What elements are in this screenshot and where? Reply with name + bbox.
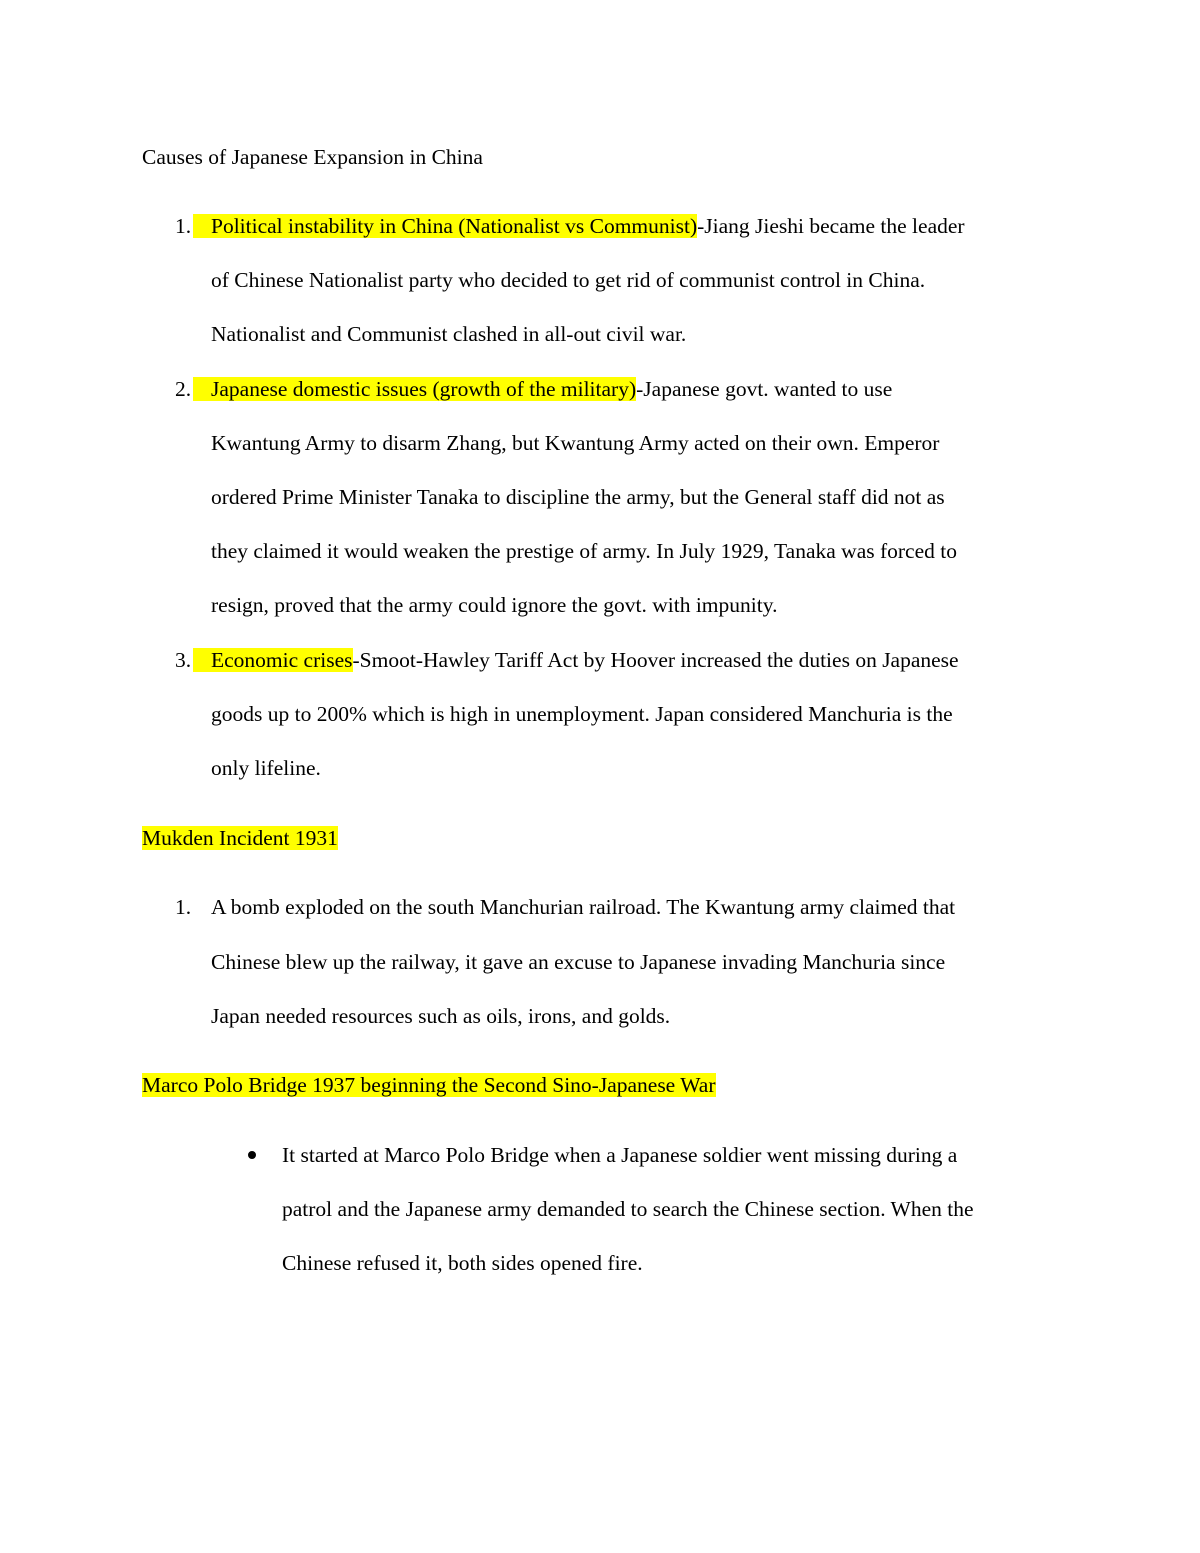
section-heading-mukden bbox=[142, 825, 338, 851]
bullet-item-line: It started at Marco Polo Bridge when a Japanese soldier went missing during a bbox=[282, 1143, 958, 1167]
list-item-text: -Japanese govt. wanted to use bbox=[636, 377, 893, 401]
list-item-line: only lifeline. bbox=[211, 756, 321, 780]
document-title: Causes of Japanese Expansion in China bbox=[142, 145, 483, 169]
list-item-line: goods up to 200% which is high in unemployment. Japan considered Manchuria is the bbox=[211, 702, 953, 726]
list-item-line: of Chinese Nationalist party who decided to get rid of communist control in China. bbox=[211, 268, 926, 292]
list-item-line: A bomb exploded on the south Manchurian railroad. The Kwantung army claimed that bbox=[211, 895, 956, 919]
highlighted-heading: Japanese domestic issues (growth of the military) bbox=[193, 377, 636, 401]
list-item-first-line bbox=[193, 647, 959, 673]
highlighted-heading: Economic crises bbox=[193, 648, 353, 672]
bullet-item-line: patrol and the Japanese army demanded to search the Chinese section. When the bbox=[282, 1197, 974, 1221]
list-item-first-line bbox=[193, 213, 965, 239]
list-item-line: resign, proved that the army could ignore the govt. with impunity. bbox=[211, 593, 778, 617]
list-item-text: -Jiang Jieshi became the leader bbox=[697, 214, 965, 238]
section-heading-marco-polo bbox=[142, 1072, 716, 1098]
bullet-item-line: Chinese refused it, both sides opened fire. bbox=[282, 1251, 643, 1275]
list-item-line: ordered Prime Minister Tanaka to discipline the army, but the General staff did not as bbox=[211, 485, 945, 509]
bullet-icon bbox=[248, 1151, 256, 1159]
list-item-line: Kwantung Army to disarm Zhang, but Kwantung Army acted on their own. Emperor bbox=[211, 431, 940, 455]
list-number: 1. bbox=[175, 214, 192, 238]
list-number: 2. bbox=[175, 377, 192, 401]
list-number: 1. bbox=[175, 895, 192, 919]
list-number: 3. bbox=[175, 648, 192, 672]
list-item-line: Chinese blew up the railway, it gave an excuse to Japanese invading Manchuria since bbox=[211, 950, 946, 974]
highlighted-heading: Political instability in China (Nationalist vs Communist) bbox=[193, 214, 697, 238]
highlighted-heading: Marco Polo Bridge 1937 beginning the Second Sino-Japanese War bbox=[142, 1073, 716, 1097]
highlighted-heading: Mukden Incident 1931 bbox=[142, 826, 338, 850]
list-item-text: -Smoot-Hawley Tariff Act by Hoover increased the duties on Japanese bbox=[352, 648, 959, 672]
list-item-line: Nationalist and Communist clashed in all-out civil war. bbox=[211, 322, 687, 346]
list-item-line: they claimed it would weaken the prestige of army. In July 1929, Tanaka was forced to bbox=[211, 539, 957, 563]
list-item-first-line bbox=[193, 376, 892, 402]
list-item-line: Japan needed resources such as oils, irons, and golds. bbox=[211, 1004, 671, 1028]
